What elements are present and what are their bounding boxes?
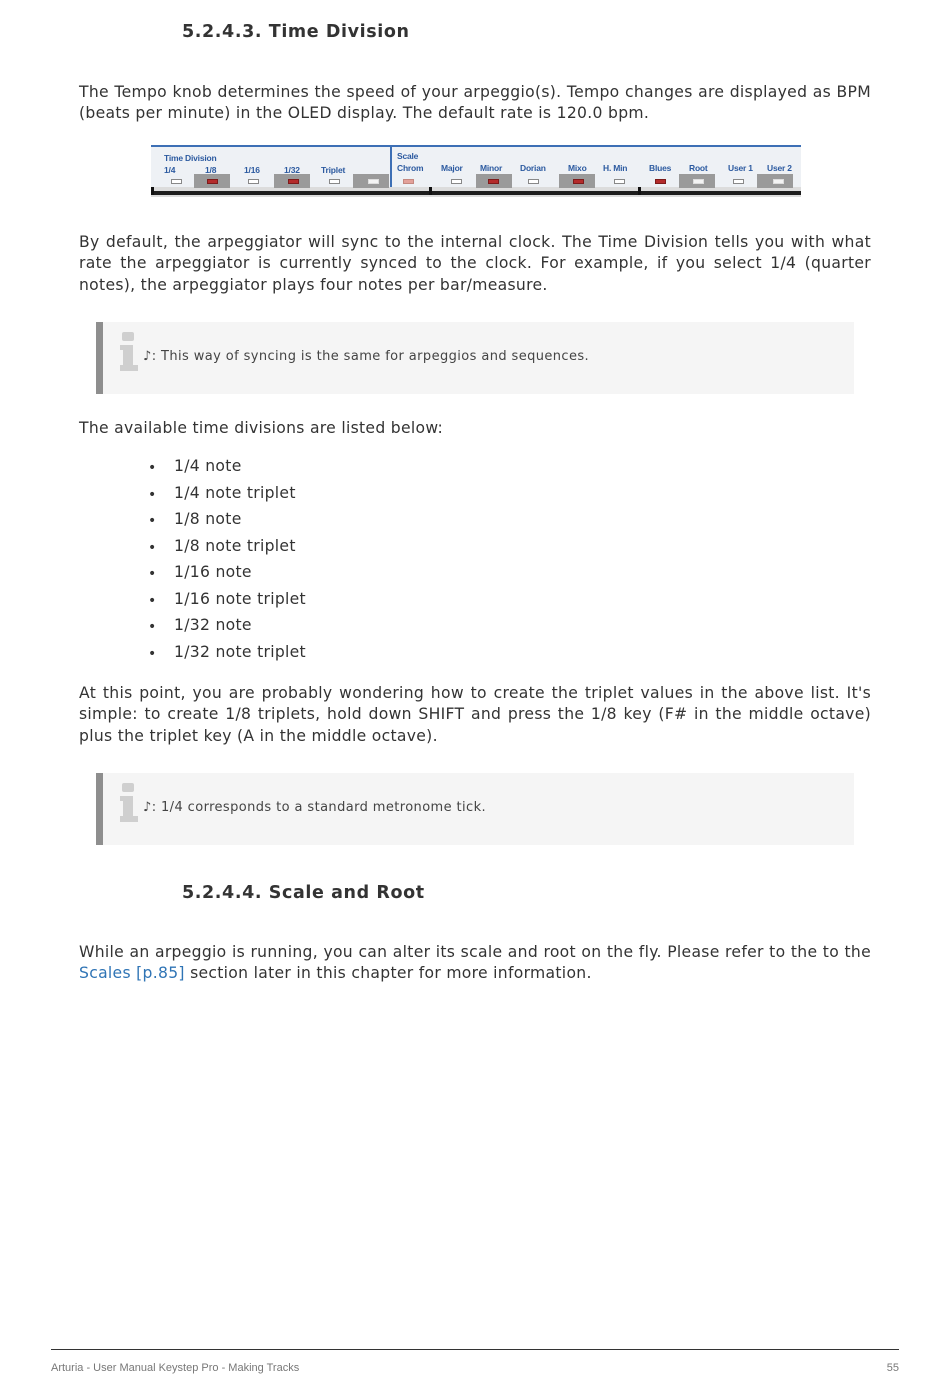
note-accent-bar: [96, 322, 103, 394]
note-text: ♪: 1/4 corresponds to a standard metronome tick.: [143, 800, 487, 815]
panel-led: [528, 179, 539, 184]
panel-key-label: 1/16: [244, 165, 260, 175]
panel-group-divider: [390, 146, 392, 187]
panel-tick: [429, 187, 432, 195]
panel-led: [773, 179, 784, 184]
panel-led: [655, 179, 666, 184]
panel-led: [288, 179, 299, 184]
page-number: 55: [886, 1362, 899, 1374]
panel-key-label: Blues: [649, 163, 672, 173]
panel-led: [451, 179, 462, 184]
panel-key-label: Dorian: [520, 163, 546, 173]
note-text: ♪: This way of syncing is the same for arpeggios and sequences.: [143, 349, 590, 364]
panel-tick: [638, 187, 641, 195]
section-heading-time-division: 5.2.4.3. Time Division: [182, 22, 410, 42]
panel-key-label: Chrom: [397, 163, 424, 173]
panel-led: [171, 179, 182, 184]
panel-baseline: [151, 191, 801, 195]
paragraph-default-sync: By default, the arpeggiator will sync to the internal clock. The Time Division tells you with what rate the arpeggiator is currently synced to the clock. For example, if you select 1/4 (quarter notes), the arpeggiator plays four notes per bar/measure.: [79, 233, 871, 294]
panel-key-label: 1/4: [164, 165, 176, 175]
panel-key-label: Mixo: [568, 163, 587, 173]
panel-key-label: H. Min: [603, 163, 628, 173]
panel-led: [614, 179, 625, 184]
panel-led: [693, 179, 704, 184]
panel-key-label: Minor: [480, 163, 503, 173]
panel-led: [368, 179, 379, 184]
panel-strip-image: [151, 145, 801, 197]
footer-rule: [51, 1349, 899, 1350]
panel-led: [488, 179, 499, 184]
panel-led: [733, 179, 744, 184]
info-note-metronome: [96, 773, 854, 845]
panel-key-label: Triplet: [321, 165, 346, 175]
panel-top-border: [151, 145, 801, 147]
panel-time-division-label: Time Division: [164, 153, 217, 163]
panel-tick: [151, 187, 154, 195]
panel-key-label: 1/32: [284, 165, 300, 175]
info-note-syncing: [96, 322, 854, 394]
paragraph-scale-root: While an arpeggio is running, you can alter its scale and root on the fly. Please refer to the to the Scales [p.85] section later in this chapter for more information.: [79, 943, 871, 983]
panel-key-label: User 2: [767, 163, 792, 173]
section-heading-scale-root: 5.2.4.4. Scale and Root: [182, 883, 425, 903]
panel-led: [329, 179, 340, 184]
list-intro: The available time divisions are listed below:: [79, 419, 444, 437]
paragraph-tempo: The Tempo knob determines the speed of your arpeggio(s). Tempo changes are displayed as BPM (beats per minute) in the OLED display. The default rate is 120.0 bpm.: [79, 83, 871, 123]
paragraph-triplets: At this point, you are probably wondering how to create the triplet values in the above list. It's simple: to create 1/8 triplets, hold down SHIFT and press the 1/8 key (F# in the middle octave) plus the triplet key (A in the middle octave).: [79, 684, 871, 745]
note-accent-bar: [96, 773, 103, 845]
panel-led: [248, 179, 259, 184]
panel-key-label: 1/8: [205, 165, 217, 175]
panel-scale-label: Scale: [397, 151, 419, 161]
scales-link[interactable]: Scales [p.85]: [79, 964, 185, 983]
panel-key-label: User 1: [728, 163, 753, 173]
panel-led: [573, 179, 584, 184]
footer-title: Arturia - User Manual Keystep Pro - Making Tracks: [51, 1362, 300, 1374]
panel-led: [207, 179, 218, 184]
info-icon: [120, 332, 136, 374]
info-icon: [120, 783, 136, 825]
panel-key-label: Root: [689, 163, 708, 173]
panel-led: [403, 179, 414, 184]
panel-key-label: Major: [441, 163, 463, 173]
